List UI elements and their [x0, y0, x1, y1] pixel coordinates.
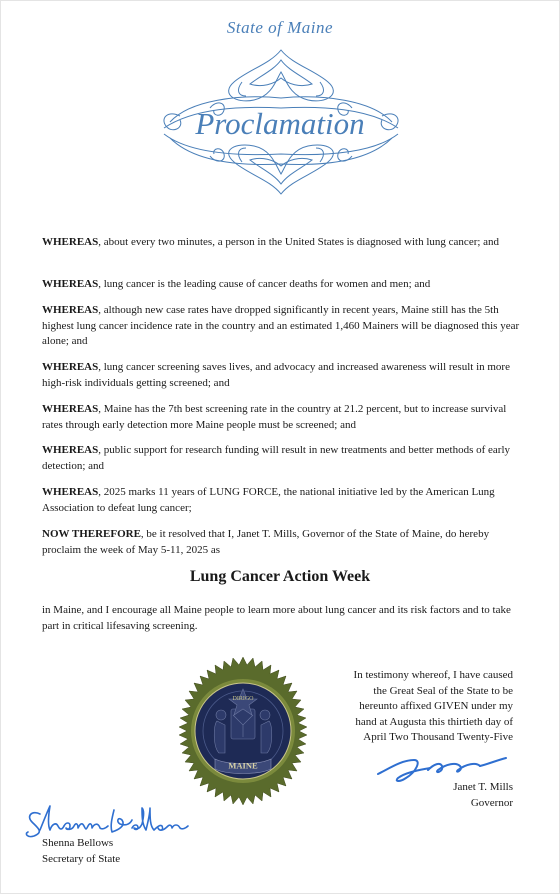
whereas-lead: WHEREAS	[42, 278, 99, 290]
whereas-lead: WHEREAS	[42, 304, 99, 316]
testimony-line: hand at Augusta this thirtieth day of	[355, 715, 513, 728]
testimony-line: hereunto affixed GIVEN under my	[359, 700, 513, 712]
closing-paragraph: in Maine, and I encourage all Maine people to learn more about lung cancer and its risk factors and to take part in critical lifesaving screening.	[42, 604, 511, 632]
testimony-block	[313, 668, 513, 746]
whereas-text: , about every two minutes, a person in the United States is diagnosed with lung cancer; and	[98, 236, 500, 248]
week-title: Lung Cancer Action Week	[189, 568, 371, 585]
now-therefore-lead: NOW THEREFORE	[42, 528, 141, 540]
whereas-lead: WHEREAS	[42, 236, 99, 248]
secretary-title: Secretary of State	[42, 852, 121, 865]
secretary-name: Shenna Bellows	[42, 837, 114, 849]
governor-block	[353, 780, 513, 811]
whereas-lead: WHEREAS	[42, 486, 99, 498]
whereas-text: , although new case rates have dropped significantly in recent years, Maine still has the 5th highest lung cancer incidence rate in the country and an estimated 1,460 Mainers will be diagnosed this year alone; and	[42, 304, 520, 347]
secretary-block	[42, 836, 242, 867]
great-seal-of-maine	[167, 655, 319, 807]
proclamation-title: Proclamation	[195, 106, 365, 141]
governor-name: Janet T. Mills	[453, 781, 513, 793]
whereas-clause-3	[42, 303, 522, 350]
seal-motto: DIRIGO	[232, 696, 254, 702]
whereas-clause-2	[42, 277, 522, 293]
whereas-text: , lung cancer screening saves lives, and advocacy and increased awareness will result in more high-risk individuals getting screened; and	[42, 361, 510, 389]
whereas-clause-6	[42, 443, 522, 474]
whereas-text: , public support for research funding will result in new treatments and better methods of early detection; and	[42, 444, 511, 472]
whereas-lead: WHEREAS	[42, 444, 99, 456]
whereas-clause-7	[42, 485, 522, 516]
whereas-text: , 2025 marks 11 years of LUNG FORCE, the national initiative led by the American Lung Association to defeat lung cancer;	[42, 486, 495, 514]
whereas-clause-5	[42, 402, 522, 433]
testimony-line: In testimony whereof, I have caused	[353, 669, 513, 681]
whereas-lead: WHEREAS	[42, 403, 99, 415]
state-heading: State of Maine	[226, 18, 334, 37]
governor-title: Governor	[470, 796, 513, 809]
seal-label: MAINE	[228, 760, 258, 771]
now-therefore-clause	[42, 527, 522, 558]
testimony-line: the Great Seal of the State to be	[373, 684, 513, 697]
whereas-text: , lung cancer is the leading cause of cancer deaths for women and men; and	[98, 278, 431, 290]
whereas-clause-4	[42, 360, 522, 391]
whereas-text: , Maine has the 7th best screening rate in the country at 21.2 percent, but to increase survival rates through early detection more Maine people must be screened; and	[42, 403, 507, 431]
whereas-clause-1	[42, 235, 522, 251]
whereas-lead: WHEREAS	[42, 361, 99, 373]
testimony-line: April Two Thousand Twenty-Five	[363, 731, 513, 743]
now-therefore-text: , be it resolved that I, Janet T. Mills, Governor of the State of Maine, do hereby proclaim the week of May 5-11, 2025 as	[42, 528, 490, 556]
